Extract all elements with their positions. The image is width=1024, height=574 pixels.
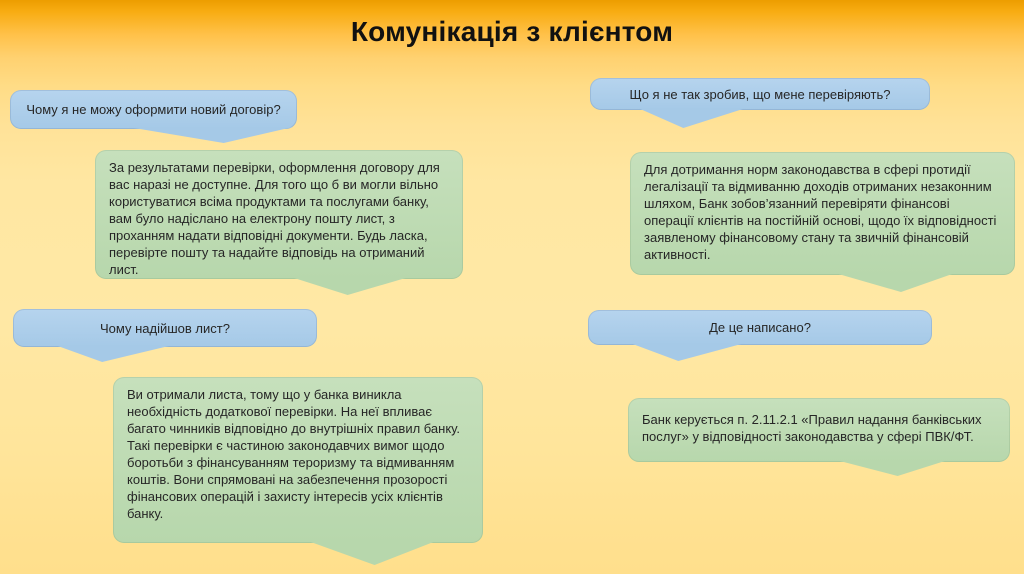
question-text: Де це написано? (709, 320, 811, 335)
bubble-tail (638, 108, 746, 128)
answer-text: Банк керується п. 2.11.2.1 «Правил надання банківських послуг» у відповідності законодавства у сфері ПВК/ФТ. (642, 412, 982, 444)
slide-title (0, 16, 1024, 48)
question-bubble-why-checked (590, 78, 930, 110)
bubble-tail (291, 277, 409, 295)
question-text: Чому я не можу оформити новий договір? (26, 102, 281, 117)
answer-text: За результатами перевірки, оформлення договору для вас наразі не доступне. Для того що б ви могли вільно користуватися всіма продуктами та послугами банку, вам було надіслано на електрону пошту лист, з проханням надати відповідні документи. Будь ласка, перевірте пошту та надайте відповідь на отриманий лист. (109, 160, 440, 277)
answer-text: Для дотримання норм законодавства в сфері протидії легалізації та відмиванню доходів отриманих незаконним шляхом, Банк зобов’язанний перевіряти фінансові операції клієнтів на постійній основі, щодо їх відповідності заявленому фінансовому стану та звичній фінансовій активності. (644, 162, 997, 262)
question-bubble-where-written (588, 310, 932, 345)
bubble-tail (308, 541, 436, 565)
bubble-tail (55, 345, 173, 362)
bubble-tail (836, 460, 948, 476)
question-bubble-why-letter (13, 309, 317, 347)
question-text: Що я не так зробив, що мене перевіряють? (629, 86, 891, 102)
bubble-tail (128, 127, 293, 143)
slide-title-text: Комунікація з клієнтом (350, 16, 674, 47)
answer-bubble-where-written (628, 398, 1010, 462)
question-bubble-new-contract (10, 90, 297, 129)
answer-bubble-why-letter (113, 377, 483, 543)
bubble-tail (835, 273, 955, 292)
answer-text: Ви отримали листа, тому що у банка виникла необхідність додаткової перевірки. На неї впливає багато чинників відповідно до внутрішніх правил банку. Такі перевірки є частиною законодавчих вимог щодо боротьби з фінансуванням тероризму та відмиванням коштів. Вони спрямовані на забезпечення прозорості фінансових операцій і захисту інтересів усіх клієнтів банку. (127, 387, 460, 521)
question-text: Чому надійшов лист? (100, 320, 230, 336)
bubble-tail (630, 343, 745, 361)
answer-bubble-why-checked (630, 152, 1015, 275)
answer-bubble-new-contract (95, 150, 463, 279)
